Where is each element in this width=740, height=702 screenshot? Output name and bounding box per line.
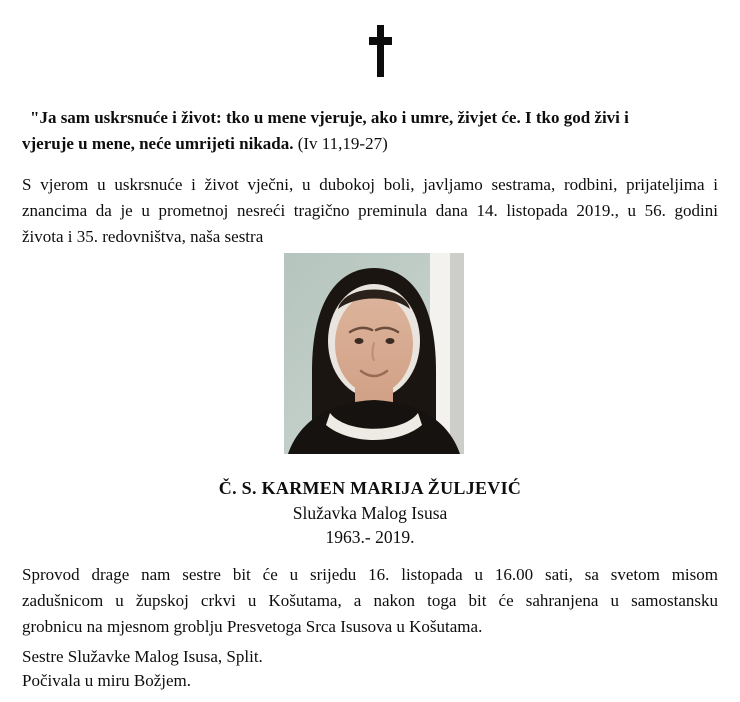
closing-block	[22, 645, 722, 693]
funeral-info-line: grobnicu na mjesnom groblju Presvetoga Srca Isusova u Košutama.	[22, 617, 483, 636]
religious-order: Služavka Malog Isusa	[292, 503, 448, 523]
cross-vertical-bar	[377, 25, 384, 77]
scripture-quote-line-2	[22, 131, 722, 157]
signature-line: Sestre Služavke Malog Isusa, Split.	[22, 647, 263, 666]
farewell-line: Počivala u miru Božjem.	[22, 671, 192, 690]
portrait-photo	[284, 253, 464, 454]
funeral-info-line: Sprovod drage nam sestre bit će u srijedu 16. listopada u 16.00 sati, sa svetom misom	[22, 565, 718, 584]
scripture-quote-line-1: "Ja sam uskrsnuće i život: tko u mene vjeruje, ako i umre, živjet će. I tko god živi i	[30, 108, 629, 127]
announcement-line: S vjerom u uskrsnuće i život vječni, u dubokoj boli, javljamo sestrama, rodbini, prijateljima i	[22, 175, 718, 194]
death-announcement-paragraph	[22, 172, 718, 250]
deceased-name-block	[0, 476, 740, 549]
funeral-info-paragraph	[22, 562, 718, 640]
funeral-info-line: zadušnicom u župskoj crkvi u Košutama, a nakon toga bit će sahranjena u samostansku	[22, 591, 718, 610]
cross-icon	[369, 25, 392, 77]
announcement-line: života i 35. redovništva, naša sestra	[22, 227, 264, 246]
life-years: 1963.- 2019.	[325, 527, 415, 547]
nun-portrait-illustration	[284, 253, 464, 454]
scripture-quote-bold-text: vjeruje u mene, neće umrijeti nikada.	[22, 134, 294, 153]
scripture-reference: (Iv 11,19-27)	[293, 134, 388, 153]
announcement-line: znancima da je u prometnoj nesreći tragično preminula dana 14. listopada 2019., u 56. godini	[22, 201, 718, 220]
scripture-quote	[22, 105, 722, 157]
cross-horizontal-bar	[369, 37, 392, 45]
deceased-name: Č. S. KARMEN MARIJA ŽULJEVIĆ	[218, 478, 522, 498]
